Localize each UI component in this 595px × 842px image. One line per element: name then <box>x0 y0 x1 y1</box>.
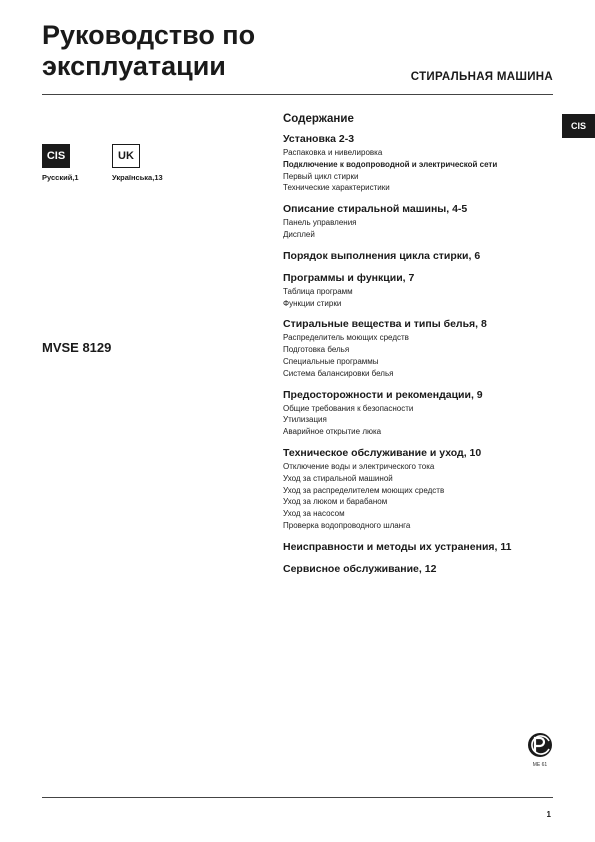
toc-heading: Содержание <box>283 113 354 125</box>
section-title[interactable]: Установка 2-3 <box>283 133 355 145</box>
sub-item[interactable]: Аварийное открытие люка <box>283 427 382 437</box>
sub-item[interactable]: Общие требования к безопасности <box>283 403 414 413</box>
section-title[interactable]: Неисправности и методы их устранения, 11 <box>283 540 512 553</box>
table-of-contents <box>283 112 563 585</box>
sub-item[interactable]: Первый цикл стирки <box>283 171 359 181</box>
sub-item[interactable]: Уход за распределителем моющих средств <box>283 485 445 495</box>
sub-item[interactable]: Распределитель моющих средств <box>283 333 409 343</box>
page-number: 1 <box>546 810 551 819</box>
document-title <box>42 20 342 82</box>
language-code-cis[interactable]: CIS <box>42 144 70 168</box>
language-label-ukrainian[interactable]: Українська,13 <box>112 173 163 182</box>
section-title[interactable]: Программы и функции, 7 <box>283 271 415 284</box>
toc-section-programs <box>283 272 563 310</box>
sub-item[interactable]: Таблица программ <box>283 286 353 296</box>
sub-item[interactable]: Подключение к водопроводной и электрической сети <box>283 159 498 169</box>
side-language-tab: CIS <box>562 114 595 138</box>
sub-item[interactable]: Функции стирки <box>283 298 342 308</box>
toc-section-detergents <box>283 318 563 379</box>
sub-item[interactable]: Распаковка и нивелировка <box>283 148 383 157</box>
section-title[interactable]: Порядок выполнения цикла стирки, 6 <box>283 249 481 262</box>
toc-section-precautions <box>283 389 563 438</box>
language-code-uk[interactable]: UK <box>112 144 140 168</box>
model-number: MVSE 8129 <box>42 340 112 355</box>
toc-section-wash-cycle <box>283 250 563 263</box>
sub-item[interactable]: Уход за стиральной машиной <box>283 473 393 483</box>
section-title[interactable]: Стиральные вещества и типы белья, 8 <box>283 318 487 331</box>
title-line-1: Руководство по <box>42 20 256 50</box>
sub-item[interactable]: Уход за люком и барабаном <box>283 497 388 507</box>
language-label-russian[interactable]: Русский,1 <box>42 173 79 182</box>
toc-section-maintenance <box>283 447 563 532</box>
header-divider <box>42 94 553 95</box>
product-type: СТИРАЛЬНАЯ МАШИНА <box>410 71 553 83</box>
sub-item[interactable]: Дисплей <box>283 229 315 239</box>
toc-section-troubleshooting <box>283 541 563 554</box>
toc-section-installation <box>283 133 563 194</box>
certification-code: МЕ 61 <box>532 762 548 768</box>
sub-item[interactable]: Система балансировки белья <box>283 368 394 378</box>
section-title[interactable]: Техническое обслуживание и уход, 10 <box>283 446 482 459</box>
sub-item[interactable]: Панель управления <box>283 218 357 228</box>
sub-item[interactable]: Уход за насосом <box>283 509 345 519</box>
sub-item[interactable]: Утилизация <box>283 415 327 425</box>
sub-item[interactable]: Специальные программы <box>283 356 379 366</box>
section-title[interactable]: Сервисное обслуживание, 12 <box>283 562 437 575</box>
section-title[interactable]: Предосторожности и рекомендации, 9 <box>283 388 483 401</box>
toc-section-description <box>283 203 563 241</box>
section-title[interactable]: Описание стиральной машины, 4-5 <box>283 203 468 216</box>
certification-mark <box>526 731 554 769</box>
footer-divider <box>42 797 553 798</box>
toc-section-service <box>283 563 563 576</box>
sub-item[interactable]: Технические характеристики <box>283 183 390 193</box>
sub-item[interactable]: Подготовка белья <box>283 345 350 355</box>
rst-certification-icon <box>526 731 554 769</box>
sub-item[interactable]: Отключение воды и электрического тока <box>283 461 435 471</box>
sub-item[interactable]: Проверка водопроводного шланга <box>283 520 411 530</box>
title-line-2: эксплуатации <box>42 51 226 81</box>
